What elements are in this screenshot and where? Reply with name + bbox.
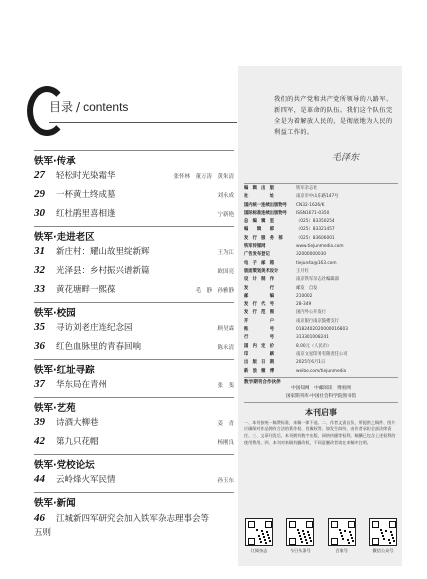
- divider: [244, 377, 398, 378]
- info-value: 国内外公开发行: [296, 310, 327, 316]
- article-title: 诗酒大柳巷: [56, 418, 99, 428]
- page-number: 32: [34, 264, 45, 276]
- info-value: CN32-1626/K: [296, 202, 325, 208]
- toc-section: [34, 454, 234, 489]
- info-value: 南京市中山东路147号: [296, 194, 339, 200]
- info-value: 210002: [296, 293, 313, 299]
- toc-item[interactable]: [34, 432, 234, 451]
- info-row: [244, 218, 398, 226]
- toc-section: [34, 397, 234, 451]
- info-key: 电 子 邮 箱: [244, 260, 275, 266]
- qr-caption: 订阅杂志: [250, 548, 268, 553]
- section-label: 铁军·传承: [34, 150, 234, 166]
- info-value: 邮发 自发: [296, 285, 318, 291]
- info-key: 发 行 代 号: [244, 302, 275, 308]
- info-row: [244, 334, 398, 342]
- page-number: 27: [34, 169, 45, 181]
- info-value: 313301008241: [296, 335, 329, 341]
- qr-code-icon: [328, 518, 356, 546]
- qr-code[interactable]: [285, 518, 315, 554]
- info-row: [244, 202, 398, 210]
- article-author: 刘永成: [217, 193, 234, 199]
- info-row: [244, 193, 398, 201]
- info-row: [244, 359, 398, 367]
- page-number: 31: [34, 245, 45, 257]
- partners-title: 数字期刊合作伙伴: [244, 379, 281, 385]
- qr-code-icon: [286, 518, 314, 546]
- info-key: 国 内 定 价: [244, 343, 275, 349]
- section-label: 铁军·走进老区: [34, 226, 234, 242]
- info-value[interactable]: tiejun4a@163.com: [296, 260, 337, 266]
- info-key: 账 号: [244, 327, 275, 333]
- info-value: 28-349: [296, 302, 312, 308]
- article-title: 红杜鹃里喜相逢: [56, 209, 116, 219]
- page-number: 36: [34, 340, 45, 352]
- toc-section: [34, 492, 234, 540]
- info-value: 32000000030: [296, 252, 327, 258]
- info-key: 编 辑 出 版: [244, 186, 275, 191]
- toc-title-cn: 目录: [49, 100, 74, 114]
- info-value: （025）83321457: [296, 227, 335, 233]
- toc-item[interactable]: [34, 413, 234, 432]
- info-key: 铁军传媒网: [244, 244, 266, 250]
- info-value: 8.00元（人民币）: [296, 343, 332, 349]
- divider: [244, 402, 398, 403]
- notice-title: 本刊启事: [305, 406, 337, 417]
- qr-caption: 百家号: [335, 548, 348, 553]
- toc-sections: [34, 150, 234, 543]
- chairman-quote: 我们的共产党和共产党所领导的八路军、新四军，是革命的队伍。我们这个队伍完全是为着解放人民的，是彻底地为人民的利益工作的。: [274, 96, 393, 136]
- info-key: 广告发布登记: [244, 252, 270, 258]
- info-key: 总 编 辑 室: [244, 219, 275, 225]
- info-row: [244, 251, 398, 259]
- info-value: 2025年6月1日: [296, 360, 326, 366]
- article-author: 宁新艳: [217, 212, 234, 218]
- page-number: 29: [34, 188, 45, 200]
- info-row: [244, 268, 398, 276]
- info-key: 邮 编: [244, 293, 275, 299]
- info-value[interactable]: weibo.com/tiejunmedia: [296, 368, 347, 374]
- section-label: 铁军·新闻: [34, 492, 234, 508]
- toc-section: [34, 359, 234, 394]
- info-value: （025）83606001: [296, 235, 335, 241]
- article-title: 寻访刘老庄连纪念园: [56, 323, 133, 333]
- info-row: [244, 243, 398, 251]
- page-number: 30: [34, 207, 45, 219]
- toc-item[interactable]: [34, 318, 234, 337]
- article-author: 张 斐: [217, 383, 234, 389]
- article-title: 黄花塘畔一熙葆: [56, 285, 116, 295]
- info-value: 南京铁军杂志社编辑部: [296, 277, 339, 283]
- qr-code-row: [244, 518, 398, 554]
- info-key: 发 行 服 务 部: [244, 235, 283, 241]
- info-row: [244, 351, 398, 359]
- info-key: 新 浪 微 博: [244, 368, 275, 374]
- qr-caption: 微信公众号: [372, 548, 394, 553]
- section-label: 铁军·党校论坛: [34, 454, 234, 470]
- info-key: 国际标准连续出版物号: [244, 210, 287, 216]
- info-row: [244, 309, 398, 317]
- toc-header: [27, 82, 237, 150]
- toc-item[interactable]: [34, 470, 234, 489]
- article-author: 欧国亮: [217, 269, 234, 275]
- section-label: 铁军·校园: [34, 302, 234, 318]
- toc-title-slash: /: [76, 100, 81, 114]
- section-label: 铁军·艺苑: [34, 397, 234, 413]
- notice-text: 一、本刊按统一稿费标准，来稿一律不退。二、作者文责自负，所提供之稿件、图片应确保对作品拥有合法的著作权、肖像权等，如发生纠纷，由作者承担全部法律责任。三、文章刊发后，本刊拥有数字出版、网络传播等权利，稿酬已包含上述权利的使用费用。四、本刊对来稿有删改权，不同意删改者请在来稿中注明。: [244, 419, 396, 445]
- info-row: [244, 318, 398, 326]
- page-number: 44: [34, 473, 45, 485]
- article-title-continuation: 五则: [34, 528, 52, 538]
- toc-item[interactable]: [34, 375, 234, 394]
- info-row: [244, 210, 398, 218]
- masthead-panel: [238, 66, 402, 566]
- article-title: 云岭烽火军民情: [56, 475, 116, 485]
- qr-caption: 今日头条号: [289, 548, 311, 553]
- qr-code[interactable]: [327, 518, 357, 554]
- qr-code-icon: [369, 518, 397, 546]
- toc-item[interactable]: [34, 166, 234, 185]
- toc-section: [34, 150, 234, 223]
- article-title: 一杯黄土终成墓: [56, 190, 116, 200]
- info-row: [244, 226, 398, 234]
- page-number: 46: [34, 512, 45, 524]
- info-key: 行 号: [244, 335, 275, 341]
- toc-title-en: contents: [83, 100, 129, 114]
- info-value: 王月红: [296, 268, 309, 274]
- info-value: 南京文星印务有限责任公司: [296, 351, 348, 357]
- article-title: 轻松时光染霜华: [56, 171, 116, 181]
- info-row: [244, 260, 398, 268]
- article-title: 江城新四军研究会加入铁军杂志理事会等: [56, 514, 210, 524]
- info-key: 发 行 范 围: [244, 310, 275, 316]
- qr-code[interactable]: [368, 518, 398, 554]
- info-row: [244, 285, 398, 293]
- section-label: 铁军·红址寻踪: [34, 359, 234, 375]
- partners-line: 中国知网 中邮阅读 博看网: [291, 385, 351, 391]
- page-number: 33: [34, 283, 45, 295]
- partners-line: 国家期刊库·中国社会科学院图书馆: [285, 393, 357, 399]
- qr-code[interactable]: [244, 518, 274, 554]
- toc-item[interactable]: [34, 337, 234, 356]
- quote-signature: 毛泽东: [332, 153, 360, 163]
- info-row: [244, 368, 398, 376]
- toc-title: [49, 98, 128, 115]
- info-value: 0182402020000016803: [296, 327, 348, 333]
- divider: [244, 183, 398, 184]
- toc-section: [34, 302, 234, 356]
- info-key: 国内统一连续出版物号: [244, 202, 287, 208]
- article-author: 毛 静 孙雅静: [195, 288, 234, 294]
- info-key: 出 版 日 期: [244, 360, 275, 366]
- article-author: 顾昊霖: [217, 326, 234, 332]
- article-title: 第九只花帽: [56, 437, 99, 447]
- page-number: 35: [34, 321, 45, 333]
- info-value: （025）83350254: [296, 219, 335, 225]
- page-number: 42: [34, 435, 45, 447]
- info-key: 发 行: [244, 285, 275, 291]
- toc-item[interactable]: [34, 204, 234, 223]
- article-title: 光泽县：乡村振兴谱新篇: [56, 266, 150, 276]
- article-author: 王为江: [217, 250, 234, 256]
- info-row: [244, 185, 398, 193]
- publication-info: [244, 182, 398, 446]
- page-number: 39: [34, 416, 45, 428]
- article-author: 姜 青: [217, 421, 234, 427]
- info-value: 铁军杂志社: [296, 186, 318, 191]
- info-value[interactable]: www.tiejunmedia.com: [296, 244, 344, 250]
- info-row: [244, 326, 398, 334]
- info-row: [244, 301, 398, 309]
- info-row: [244, 343, 398, 351]
- qr-code-icon: [245, 518, 273, 546]
- toc-item[interactable]: [34, 280, 234, 299]
- info-row: [244, 235, 398, 243]
- page-number: 37: [34, 378, 45, 390]
- info-value: 南京银行南京鼓楼支行: [296, 318, 339, 324]
- info-value: ISSN1671-0350: [296, 210, 330, 216]
- article-title: 华东局在青州: [56, 380, 108, 390]
- article-author: 孙玉东: [217, 478, 234, 484]
- info-key: 社 址: [244, 194, 275, 200]
- article-title: 红色血脉里的青春回响: [56, 342, 142, 352]
- toc-item[interactable]: [34, 511, 234, 526]
- article-author: 陈永清: [217, 345, 234, 351]
- info-key: 开 户: [244, 318, 275, 324]
- article-title: 新庄村：耀山故里绽新辉: [56, 247, 150, 257]
- toc-item[interactable]: [34, 261, 234, 280]
- info-row: [244, 276, 398, 284]
- article-author: 杨刚良: [217, 440, 234, 446]
- info-row: [244, 293, 398, 301]
- info-key: 版面策划美术设计: [244, 268, 279, 274]
- header-rule: [49, 122, 237, 123]
- toc-item[interactable]: [34, 242, 234, 261]
- toc-item[interactable]: [34, 185, 234, 204]
- info-key: 编 辑 部: [244, 227, 275, 233]
- info-key: 设 计 制 作: [244, 277, 275, 283]
- info-key: 印 刷: [244, 351, 275, 357]
- article-author: 张怀林 董万涛 黄朱清: [173, 174, 234, 180]
- toc-section: [34, 226, 234, 299]
